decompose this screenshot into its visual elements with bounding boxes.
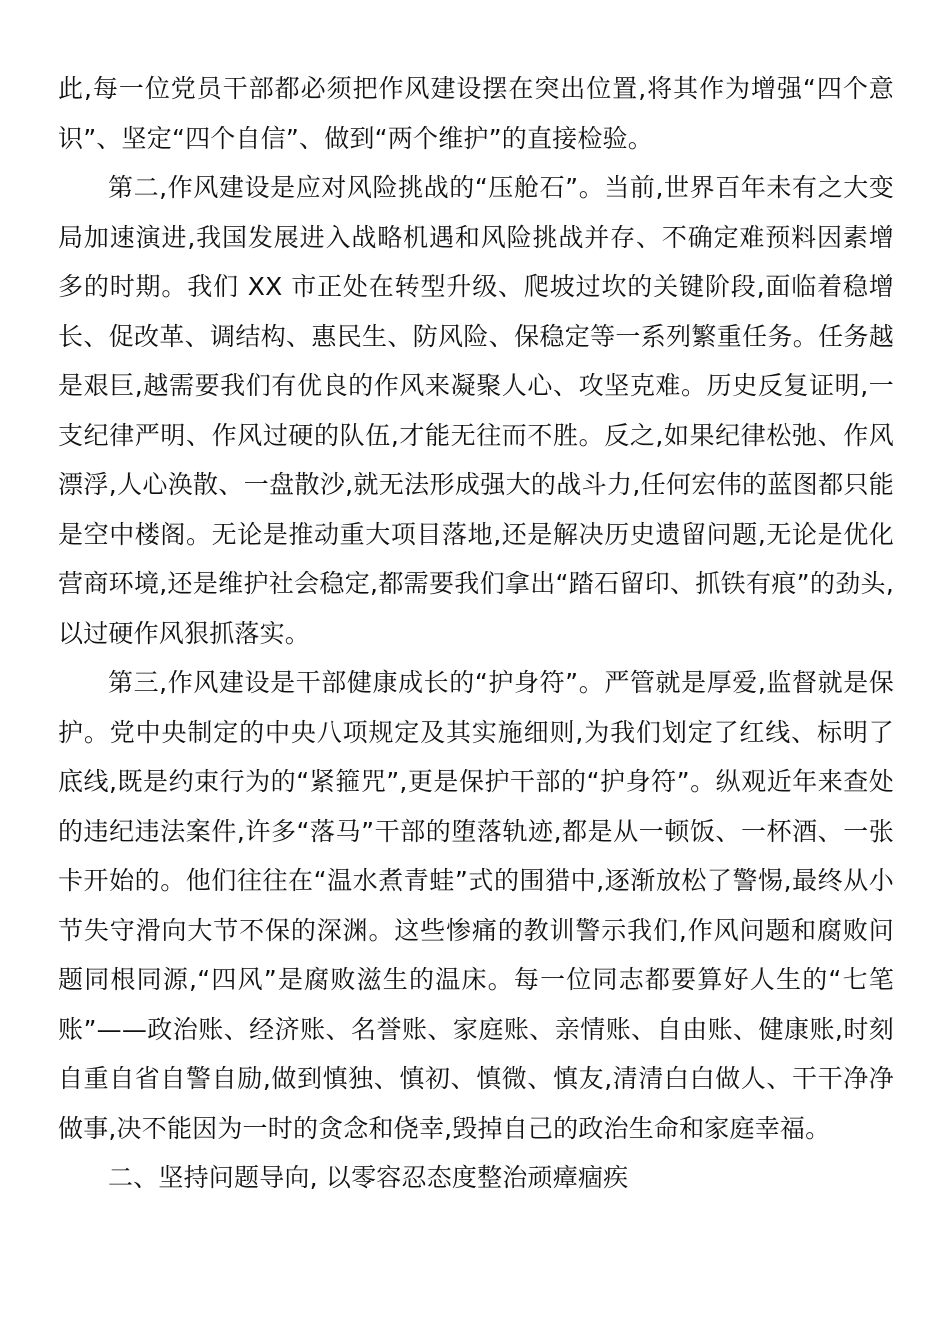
document-body [58, 64, 894, 1203]
paragraph-continuation: 此,每一位党员干部都必须把作风建设摆在突出位置,将其作为增强“四个意识”、坚定“四个自信”、做到“两个维护”的直接检验。 [58, 74, 894, 153]
section-heading: 二、坚持问题导向, 以零容忍态度整治顽瘴痼疾 [108, 1163, 629, 1192]
paragraph-second-point: 第二,作风建设是应对风险挑战的“压舱石”。当前,世界百年未有之大变局加速演进,我国发展进入战略机遇和风险挑战并存、不确定难预料因素增多的时期。我们 XX 市正处在转型升级、爬坡过坎的关键阶段,面临着稳增长、促改革、调结构、惠民生、防风险、保稳定等一系列繁重任务。任务越是艰巨,越需要我们有优良的作风来凝聚人心、攻坚克难。历史反复证明,一支纪律严明、作风过硬的队伍,才能无往而不胜。反之,如果纪律松弛、作风漂浮,人心涣散、一盘散沙,就无法形成强大的战斗力,任何宏伟的蓝图都只能是空中楼阁。无论是推动重大项目落地,还是解决历史遗留问题,无论是优化营商环境,还是维护社会稳定,都需要我们拿出“踏石留印、抓铁有痕”的劲头,以过硬作风狠抓落实。 [58, 173, 894, 648]
paragraph-third-point: 第三,作风建设是干部健康成长的“护身符”。严管就是厚爱,监督就是保护。党中央制定的中央八项规定及其实施细则,为我们划定了红线、标明了底线,既是约束行为的“紧箍咒”,更是保护干部的“护身符”。纵观近年来查处的违纪违法案件,许多“落马”干部的堕落轨迹,都是从一顿饭、一杯酒、一张卡开始的。他们往往在“温水煮青蛙”式的围猎中,逐渐放松了警惕,最终从小节失守滑向大节不保的深渊。这些惨痛的教训警示我们,作风问题和腐败问题同根同源,“四风”是腐败滋生的温床。每一位同志都要算好人生的“七笔账”——政治账、经济账、名誉账、家庭账、亲情账、自由账、健康账,时刻自重自省自警自励,做到慎独、慎初、慎微、慎友,清清白白做人、干干净净做事,决不能因为一时的贪念和侥幸,毁掉自己的政治生命和家庭幸福。 [58, 668, 894, 1143]
